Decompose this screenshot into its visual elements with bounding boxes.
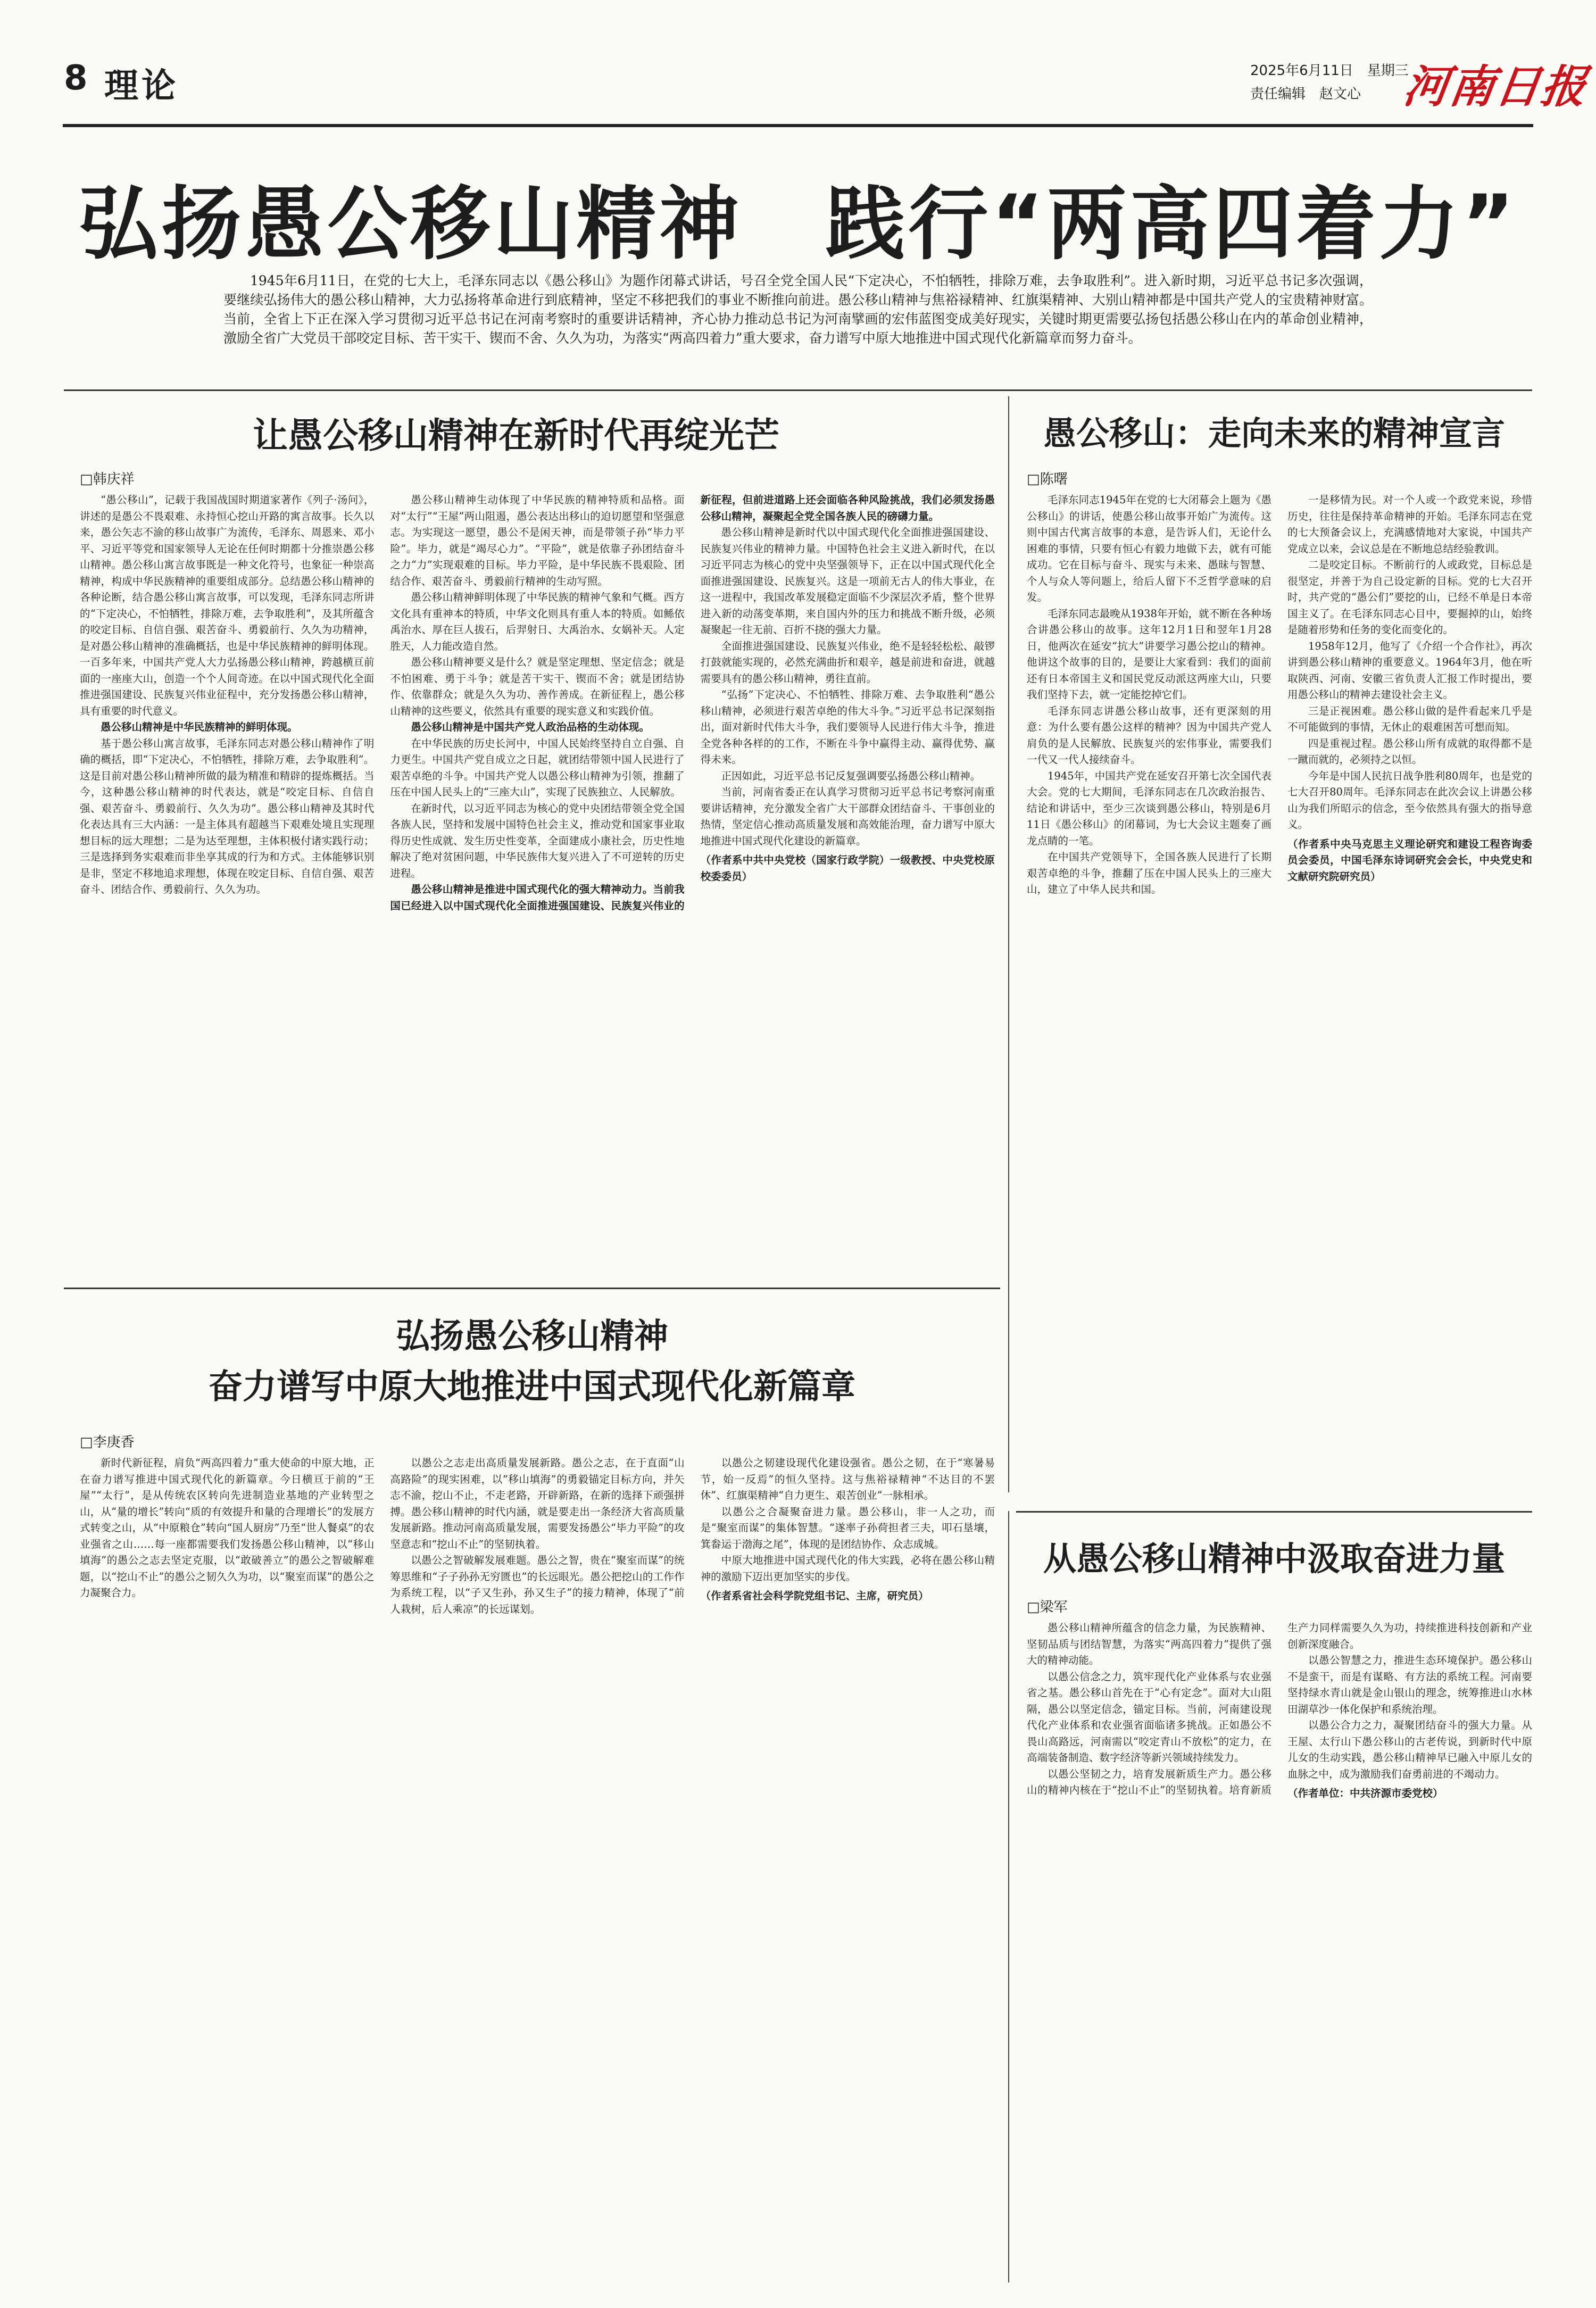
paragraph: 正因如此，习近平总书记反复强调要弘扬愚公移山精神。 bbox=[721, 769, 981, 782]
paragraph: 二是咬定目标。不断前行的人或政党，目标总是很坚定，并善于为自己设定新的目标。党的七大召开时，共产党的“愚公们”要挖的山，已经不单是日本帝国主义了。在毛泽东同志心目中，要掘掉的山，始终是随着形势和任务的变化而变化的。 bbox=[1287, 559, 1532, 636]
paragraph: 愚公移山精神生动体现了中华民族的精神特质和品格。面对“太行”“王屋”两山阻遏，愚公表达出移山的迫切愿望和坚强意志。为实现这一愿望，愚公不是闲天神，而是带领子孙“毕力平险”。毕力，就是“竭尽心力”。“平险”，就是依靠子孙团结奋斗之力“力”实现艰难的目标。毕力平险，是中华民族不畏艰险、团结合作、艰苦奋斗、勇毅前行精神的生动写照。 bbox=[390, 494, 685, 587]
article1-body bbox=[80, 492, 995, 1274]
column-divider bbox=[1008, 1511, 1009, 2282]
article1-bottom-rule bbox=[64, 1288, 1000, 1289]
article2-author-note: （作者系中央马克思主义理论研究和建设工程咨询委员会委员，中国毛泽东诗词研究会会长，中央党史和文献研究院研究员） bbox=[1287, 837, 1532, 883]
article3-author-note: （作者系省社会科学院党组书记、主席，研究员） bbox=[700, 1590, 929, 1602]
column-divider bbox=[1008, 396, 1009, 1492]
article3-title-line2: 奋力谱写中原大地推进中国式现代化新篇章 bbox=[209, 1367, 855, 1407]
paragraph: 三是正视困难。愚公移山做的是件看起来几乎是不可能做到的事情，无休止的艰难困苦可想而知。 bbox=[1287, 704, 1532, 733]
editor-credit: 责任编辑 赵文心 bbox=[1250, 86, 1361, 102]
paragraph: 在新时代，以习近平同志为核心的党中央团结带领全党全国各族人民，坚持和发展中国特色社会主义，推动党和国家事业取得历史性成就、发生历史性变革，全面建成小康社会，历史性地解决了绝对贫困问题，中华民族伟大复兴进入了不可逆转的历史进程。 bbox=[390, 802, 685, 879]
paragraph: 愚公移山精神所蕴含的信念力量，为民族精神、坚韧品质与团结智慧，为落实“两高四着力”提供了强大的精神动能。 bbox=[1027, 1622, 1271, 1666]
page-number: 8 bbox=[64, 59, 88, 98]
paragraph: 以愚公之合凝聚奋进力量。愚公移山，非一人之功，而是“聚室而谋”的集体智慧。“遂率子孙荷担者三夫，叩石垦壤，箕畚运于渤海之尾”，体现的是团结协作、众志成城。 bbox=[700, 1505, 995, 1550]
paragraph: 今年是中国人民抗日战争胜利80周年，也是党的七大召开80周年。毛泽东同志在此次会议上讲愚公移山为我们所昭示的信念，至今依然具有强大的指导意义。 bbox=[1287, 769, 1532, 831]
paragraph: 愚公移山精神鲜明体现了中华民族的精神气象和气概。西方文化具有重神本的特质，中华文化则具有重人本的特质。如鲧依禹治水、厚在巨人拔石，后羿射日、大禹治水、女娲补天。人定胜天，人力能改造自然。 bbox=[390, 591, 685, 652]
paragraph: 以愚公之志走出高质量发展新路。愚公之志，在于直面“山高路险”的现实困难，以“移山填海”的勇毅锚定目标方向，并矢志不渝，挖山不止，不走老路，开辟新路，在新的选择下顽强拼搏。愚公移山精神的时代内涵，就是要走出一条经济大省高质量发展新路。推动河南高质量发展，需要发扬愚公“毕力平险”的攻坚意志和“挖山不止”的坚韧执着。 bbox=[390, 1457, 685, 1550]
paragraph: 以愚公之韧建设现代化建设强省。愚公之韧，在于“寒暑易节，始一反焉”的恒久坚持。这与焦裕禄精神“不达目的不罢休”、红旗渠精神“自力更生、艰苦创业”一脉相承。 bbox=[700, 1457, 995, 1501]
paragraph: 以愚公坚韧之力，培育发展新质生产力。愚公移山的精神内核在于“挖山不止”的坚韧执着。培育新质生产力同样需要久久为功，持续推进科技创新和产业创新深度融合。 bbox=[1027, 1622, 1532, 1796]
paragraph: 以愚公合力之力，凝聚团结奋斗的强大力量。从王屋、太行山下愚公移山的古老传说，到新时代中原儿女的生动实践，愚公移山精神早已融入中原儿女的血脉之中，成为激励我们奋勇前进的不竭动力。 bbox=[1287, 1719, 1532, 1780]
article2-title: 愚公移山：走向未来的精神宣言 bbox=[1043, 414, 1505, 453]
article1-byline: □韩庆祥 bbox=[80, 471, 135, 487]
paragraph: 以愚公智慧之力，推进生态环境保护。愚公移山不是蛮干，而是有谋略、有方法的系统工程。河南要坚持绿水青山就是金山银山的理念，统筹推进山水林田湖草沙一体化保护和系统治理。 bbox=[1287, 1654, 1532, 1715]
page-title: 弘扬愚公移山精神 践行“两高四着力” bbox=[78, 178, 1518, 271]
paragraph: 1945年，中国共产党在延安召开第七次全国代表大会。党的七大期间，毛泽东同志在几次政治报告、结论和讲话中，至少三次谈到愚公移山，特别是6月11日《愚公移山》的闭幕词，为七大会议主题奏了画龙点睛的一笔。 bbox=[1027, 769, 1271, 847]
article4-author-note: （作者单位：中共济源市委党校） bbox=[1287, 1787, 1443, 1799]
paragraph: 中原大地推进中国式现代化的伟大实践，必将在愚公移山精神的激励下迈出更加坚实的步伐。 bbox=[700, 1554, 995, 1583]
paragraph: 毛泽东同志最晚从1938年开始，就不断在各种场合讲愚公移山的故事。这年12月1日和翌年1月28日，他两次在延安“抗大”讲要学习愚公挖山的精神。他讲这个故事的目的，是要让大家看到：我们的面前还有日本帝国主义和国民党反动派这两座大山，只要我们坚持下去，就一定能挖掉它们。 bbox=[1027, 607, 1271, 701]
paragraph: 当前，河南省委正在认真学习贯彻习近平总书记考察河南重要讲话精神，充分激发全省广大干部群众团结奋斗、干事创业的热情，坚定信心推动高质量发展和高效能治理，奋力谱写中原大地推进中国式现代化建设的新篇章。 bbox=[700, 786, 995, 847]
paragraph: 基于愚公移山寓言故事，毛泽东同志对愚公移山精神作了明确的概括，即“下定决心，不怕牺牲，排除万难，去争取胜利”。这是目前对愚公移山精神所做的最为精准和精辟的提炼概括。当今，这种愚公移山精神的时代表达，就是“咬定目标、自信自强、艰苦奋斗、勇毅前行、久久为功”。愚公移山精神及其时代化表达具有三大内涵：一是主体具有超越当下艰难处境且实现理想目标的远大理想；二是为达至理想，主体积极付诸实践行动；三是选择到务实艰难而非坐享其成的行为和方式。主体能够识别是非，坚定不移地追求理想，体现在咬定目标、自信自强、艰苦奋斗、团结合作、勇毅前行、久久为功。 bbox=[80, 737, 375, 895]
paragraph: 以愚公信念之力，筑牢现代化产业体系与农业强省之基。愚公移山首先在于“心有定念”。面对大山阻隔，愚公以坚定信念，锚定目标。当前，河南建设现代化产业体系和农业强省面临诸多挑战。正如愚公不畏山高路远，河南需以“咬定青山不放松”的定力，在高端装备制造、数字经济等新兴领域持续发力。 bbox=[1027, 1670, 1271, 1764]
paragraph: 一是移情为民。对一个人或一个政党来说，珍惜历史，往往是保持革命精神的开始。毛泽东同志在党的七大预备会议上，充满感情地对大家说，中国共产党成立以来，会议总是在不断地总结经验教训。 bbox=[1287, 494, 1532, 555]
paragraph-heading: 愚公移山精神是中国共产党人政治品格的生动体现。 bbox=[411, 721, 650, 733]
paragraph: 新时代新征程，肩负“两高四着力”重大使命的中原大地，正在奋力谱写推进中国式现代化的新篇章。今日横亘于前的“王屋”“太行”，是从传统农区转向先进制造业基地的产业转型之山，从“量的增长”转向“质的有效提升和量的合理增长”的发展方式转变之山，从“中原粮仓”转向“国人厨房”乃至“世人餐桌”的农业强省之山……每一座都需要我们发扬愚公移山精神，以“移山填海”的愚公之志去坚定克服，以“敢破善立”的愚公之智破解难题，以“挖山不止”的愚公之韧久久为功，以“聚室而谋”的愚公之力凝聚合力。 bbox=[80, 1457, 375, 1599]
intro-divider bbox=[64, 389, 1532, 391]
paragraph: 毛泽东同志讲愚公移山故事，还有更深刻的用意：为什么要有愚公这样的精神？因为中国共产党人肩负的是人民解放、民族复兴的宏伟事业，需要我们一代又一代人接续奋斗。 bbox=[1027, 704, 1271, 766]
article2-bottom-rule bbox=[1016, 1511, 1532, 1513]
paragraph: 四是重视过程。愚公移山所有成就的取得都不是一蹴而就的，必须持之以恒。 bbox=[1287, 737, 1532, 766]
paragraph: 愚公移山精神是新时代以中国式现代化全面推进强国建设、民族复兴伟业的精神力量。中国特色社会主义进入新时代，在以习近平同志为核心的党中央坚强领导下，正在以中国式现代化全面推进强国建设、民族复兴。这是一项前无古人的伟大事业，在这一进程中，我国改革发展稳定面临不少深层次矛盾，整个世界进入新的动荡变革期，来自国内外的压力和挑战不断升级，必须凝聚起一往无前、百折不挠的强大力量。 bbox=[700, 526, 995, 636]
paragraph: 全面推进强国建设、民族复兴伟业，绝不是轻轻松松、敲锣打鼓就能实现的，必然充满曲折和艰辛，越是前进和奋进，就越需要具有的愚公移山精神，勇往直前。 bbox=[700, 640, 995, 685]
paragraph-heading: 愚公移山精神是中华民族精神的鲜明体现。 bbox=[101, 721, 298, 733]
paragraph: 愚公移山精神要义是什么？就是坚定理想、坚定信念；就是不怕困难、勇于斗争；就是苦干实干、锲而不舍；就是团结协作、依靠群众；就是久久为功、善作善成。在新征程上，愚公移山精神的这些要义，依然具有重要的现实意义和实践价值。 bbox=[390, 656, 685, 717]
article2-byline: □陈曙 bbox=[1027, 471, 1068, 487]
intro-paragraph: 1945年6月11日，在党的七大上，毛泽东同志以《愚公移山》为题作闭幕式讲话，号召全党全国人民“下定决心，不怕牺牲，排除万难，去争取胜利”。进入新时期，习近平总书记多次强调，要继续弘扬伟大的愚公移山精神，大力弘扬将革命进行到底精神，坚定不移把我们的事业不断推向前进。愚公移山精神与焦裕禄精神、红旗渠精神、大别山精神都是中国共产党人的宝贵精神财富。当前，全省上下正在深入学习贯彻习近平总书记在河南考察时的重要讲话精神，齐心协力推动总书记为河南擘画的宏伟蓝图变成美好现实，关键时期更需要弘扬包括愚公移山在内的革命创业精神，激励全省广大党员干部咬定目标、苦干实干、锲而不舍、久久为功，为落实“两高四着力”重大要求，奋力谱写中原大地推进中国式现代化新篇章而努力奋斗。 bbox=[223, 273, 1373, 346]
article2-body bbox=[1027, 492, 1532, 1492]
paragraph: “愚公移山”，记载于我国战国时期道家著作《列子·汤问》，讲述的是愚公不畏艰难、永持恒心挖山开路的寓言故事。长久以来，愚公矢志不渝的移山故事广为流传，毛泽东、周恩来、邓小平、习近平等党和国家领导人无论在任何时期都十分推崇愚公移山精神。愚公移山寓言故事既是一种文化符号，也象征一种崇高精神，构成中华民族精神的重要组成部分。总结愚公移山精神的各种论断，结合愚公移山寓言故事，可以发现，毛泽东同志所讲的“下定决心，不怕牺牲，排除万难，去争取胜利”，及其所蕴含的咬定目标、自信自强、艰苦奋斗、勇毅前行、久久为功精神，是对愚公移山精神的准确概括，也是中华民族精神的鲜明体现。一百多年来，中国共产党人大力弘扬愚公移山精神，跨越横亘前面的一座座大山，创造一个个人间奇迹。在以中国式现代化全面推进强国建设、民族复兴伟业征程中，充分发扬愚公移山精神，具有重要的时代意义。 bbox=[80, 494, 375, 717]
article4-title: 从愚公移山精神中汲取奋进力量 bbox=[1043, 1539, 1505, 1578]
header-rule bbox=[63, 124, 1533, 127]
article1-title: 让愚公移山精神在新时代再绽光芒 bbox=[253, 415, 779, 456]
paragraph: 毛泽东同志1945年在党的七大闭幕会上题为《愚公移山》的讲话，使愚公移山故事开始广为流传。这则中国古代寓言故事的本意，是告诉人们，无论什么困难的事情，只要有恒心有毅力地做下去，就有可能成功。它在目标与奋斗、现实与未来、愚昧与智慧、个人与众人等问题上，给后人留下不乏哲学意味的启发。 bbox=[1027, 494, 1271, 603]
article3-byline: □李庚香 bbox=[80, 1434, 135, 1450]
paragraph: “弘扬”下定决心、不怕牺牲、排除万难、去争取胜利“愚公移山精神，必须进行艰苦卓绝的伟大斗争。”习近平总书记深刻指出，面对新时代伟大斗争，我们要领导人民进行伟大斗争，推进全党各种各样的的工作，不断在斗争中赢得主动、赢得优势、赢得未来。 bbox=[700, 688, 995, 766]
paragraph-heading: 愚公移山精神是推进中国式现代化的强大精神动力。当前我国已经进入以中国式现代化全面推进强国建设、民族复兴伟业的新征程，但前进道路上还会面临各种风险挑战，我们必须发扬愚公移山精神，凝聚起全党全国各族人民的磅礴力量。 bbox=[390, 494, 995, 912]
section-name: 理论 bbox=[104, 66, 179, 106]
newspaper-logo: 河南日报 bbox=[1400, 60, 1591, 113]
article4-byline: □梁军 bbox=[1027, 1599, 1068, 1615]
issue-date: 2025年6月11日 星期三 bbox=[1250, 63, 1409, 79]
paragraph: 在中华民族的历史长河中，中国人民始终坚持自立自强、自力更生。中国共产党自成立之日起，就团结带领中国人民进行了艰苦卓绝的斗争。中国共产党人以愚公移山精神为引领，推翻了压在中国人民头上的“三座大山”，实现了民族独立、人民解放。 bbox=[390, 737, 685, 798]
article1-author-note: （作者系中共中央党校（国家行政学院）一级教授、中央党校原校委委员） bbox=[700, 854, 995, 883]
article3-title-line1: 弘扬愚公移山精神 bbox=[396, 1317, 668, 1356]
article3-body bbox=[80, 1455, 995, 2274]
paragraph: 以愚公之智破解发展难题。愚公之智，贵在“聚室而谋”的统筹思维和“子子孙孙无穷匮也”的长远眼光。愚公把挖山的工作作为系统工程，以“子又生孙，孙又生子”的接力精神，体现了“前人栽树，后人乘凉”的长远谋划。 bbox=[390, 1554, 685, 1615]
paragraph: 在中国共产党领导下，全国各族人民进行了长期艰苦卓绝的斗争，推翻了压在中国人民头上的三座大山，建立了中华人民共和国。 bbox=[1027, 851, 1271, 895]
article4-body bbox=[1027, 1620, 1532, 2274]
paragraph: 1958年12月，他写了《介绍一个合作社》，再次讲到愚公移山精神的重要意义。1964年3月，他在听取陕西、河南、安徽三省负责人汇报工作时提出，要用愚公移山的精神去建设社会主义。 bbox=[1287, 640, 1532, 701]
